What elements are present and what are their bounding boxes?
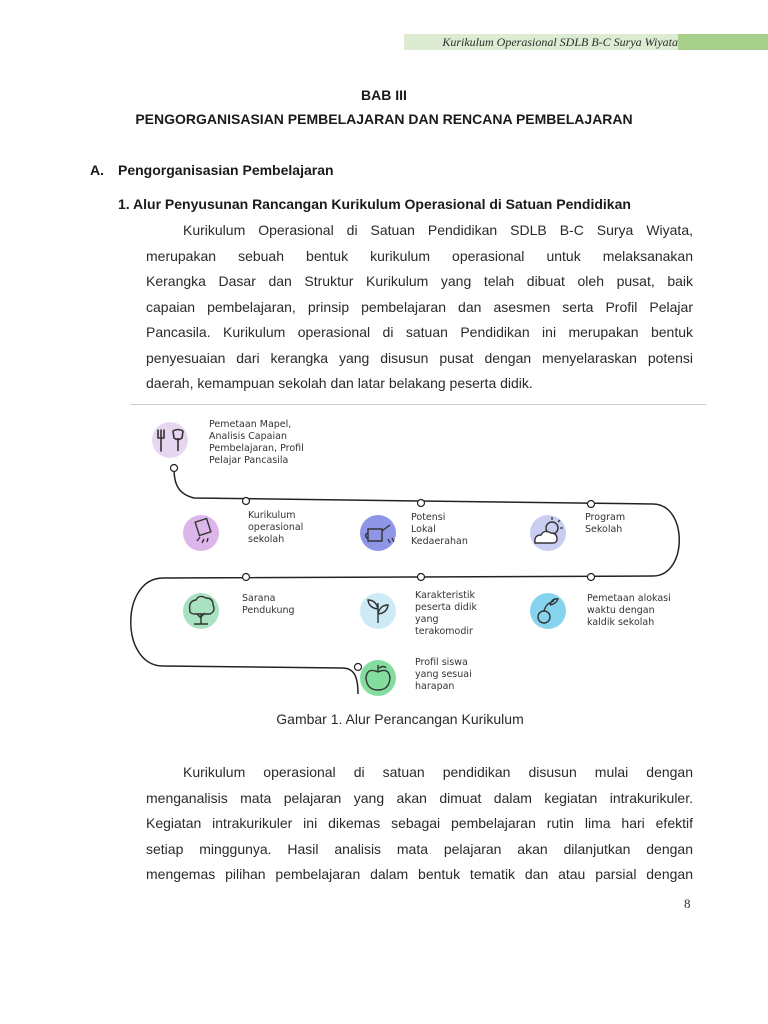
step-label: Potensi Lokal Kedaerahan xyxy=(411,512,468,547)
path-node xyxy=(243,498,250,505)
paragraph-line: daerah, kemampuan sekolah dan latar belakang peserta didik. xyxy=(146,375,533,391)
paragraph-line: penyesuaian dari kerangka yang disusun pusat dengan menyelaraskan potensi xyxy=(146,349,693,366)
flow-step xyxy=(152,419,304,466)
step-label: Pemetaan alokasi waktu dengan kaldik sekolah xyxy=(587,593,671,628)
header-accent-block xyxy=(678,34,768,50)
paragraph-line: capaian pembelajaran, prinsip pembelajaran dan asesmen serta Profil Pelajar xyxy=(146,298,693,315)
page-number: 8 xyxy=(684,896,691,911)
paragraph-line: Kegiatan intrakurikuler ini dikemas sebagai pembelajaran rutin lima hari efektif xyxy=(146,815,693,831)
path-node xyxy=(588,574,595,581)
header-text: Kurikulum Operasional SDLB B-C Surya Wiyata xyxy=(442,35,678,49)
paragraph-line: Kurikulum operasional di satuan pendidikan disusun mulai dengan xyxy=(183,764,693,780)
flow-step xyxy=(183,593,295,629)
curriculum-flow-diagram xyxy=(128,406,698,708)
step-label: Pemetaan Mapel, Analisis Capaian Pembelajaran, Profil Pelajar Pancasila xyxy=(209,419,304,466)
section-title: Pengorganisasian Pembelajaran xyxy=(118,162,334,178)
path-node xyxy=(588,501,595,508)
figure-top-rule xyxy=(130,404,706,405)
step-label: Kurikulum operasional sekolah xyxy=(248,510,304,545)
step-label: Program Sekolah xyxy=(585,512,626,535)
paragraph-line: Kerangka Dasar dan Struktur Kurikulum yang telah dibuat oleh pusat, baik xyxy=(146,273,693,289)
step-badge xyxy=(152,422,188,458)
path-node xyxy=(355,664,362,671)
flow-path xyxy=(131,468,680,694)
step-label: Profil siswa yang sesuai harapan xyxy=(415,657,472,692)
step-badge xyxy=(360,515,396,551)
paragraph-intro xyxy=(146,218,693,397)
section-heading xyxy=(90,162,334,178)
paragraph-line: Pancasila. Kurikulum operasional di satuan Pendidikan ini merupakan bentuk xyxy=(146,324,693,340)
step-label: Sarana Pendukung xyxy=(242,593,295,616)
paragraph-line: Kurikulum Operasional di Satuan Pendidikan SDLB B-C Surya Wiyata, xyxy=(183,222,693,238)
flow-step xyxy=(360,512,468,551)
flow-step xyxy=(183,510,303,551)
chapter-title: PENGORGANISASIAN PEMBELAJARAN DAN RENCANA PEMBELAJARAN xyxy=(135,111,633,127)
step-badge xyxy=(530,593,566,629)
paragraph-line: menganalisis mata pelajaran yang akan dimuat dalam kegiatan intrakurikuler. xyxy=(146,789,693,806)
paragraph-continuation xyxy=(146,760,693,888)
paragraph-line: mengemas pilihan pembelajaran dalam bentuk tematik dan atau parsial dengan xyxy=(146,866,693,882)
flow-step xyxy=(530,593,671,629)
path-node xyxy=(418,500,425,507)
section-label: A. xyxy=(90,162,104,178)
chapter-number: BAB III xyxy=(361,87,407,103)
flow-step xyxy=(360,590,477,637)
step-label: Karakteristik peserta didik yang terakomodir xyxy=(415,590,477,637)
flow-step xyxy=(530,512,625,551)
paragraph-line: merupakan sebuah bentuk kurikulum operasional untuk melaksanakan xyxy=(146,247,693,264)
path-node xyxy=(171,465,178,472)
path-node xyxy=(418,574,425,581)
paragraph-line: setiap minggunya. Hasil analisis mata pelajaran akan dilanjutkan dengan xyxy=(146,840,693,857)
subsection-heading: 1. Alur Penyusunan Rancangan Kurikulum Operasional di Satuan Pendidikan xyxy=(118,196,631,212)
path-node xyxy=(243,574,250,581)
flow-step xyxy=(360,657,472,696)
figure-caption: Gambar 1. Alur Perancangan Kurikulum xyxy=(276,711,524,727)
